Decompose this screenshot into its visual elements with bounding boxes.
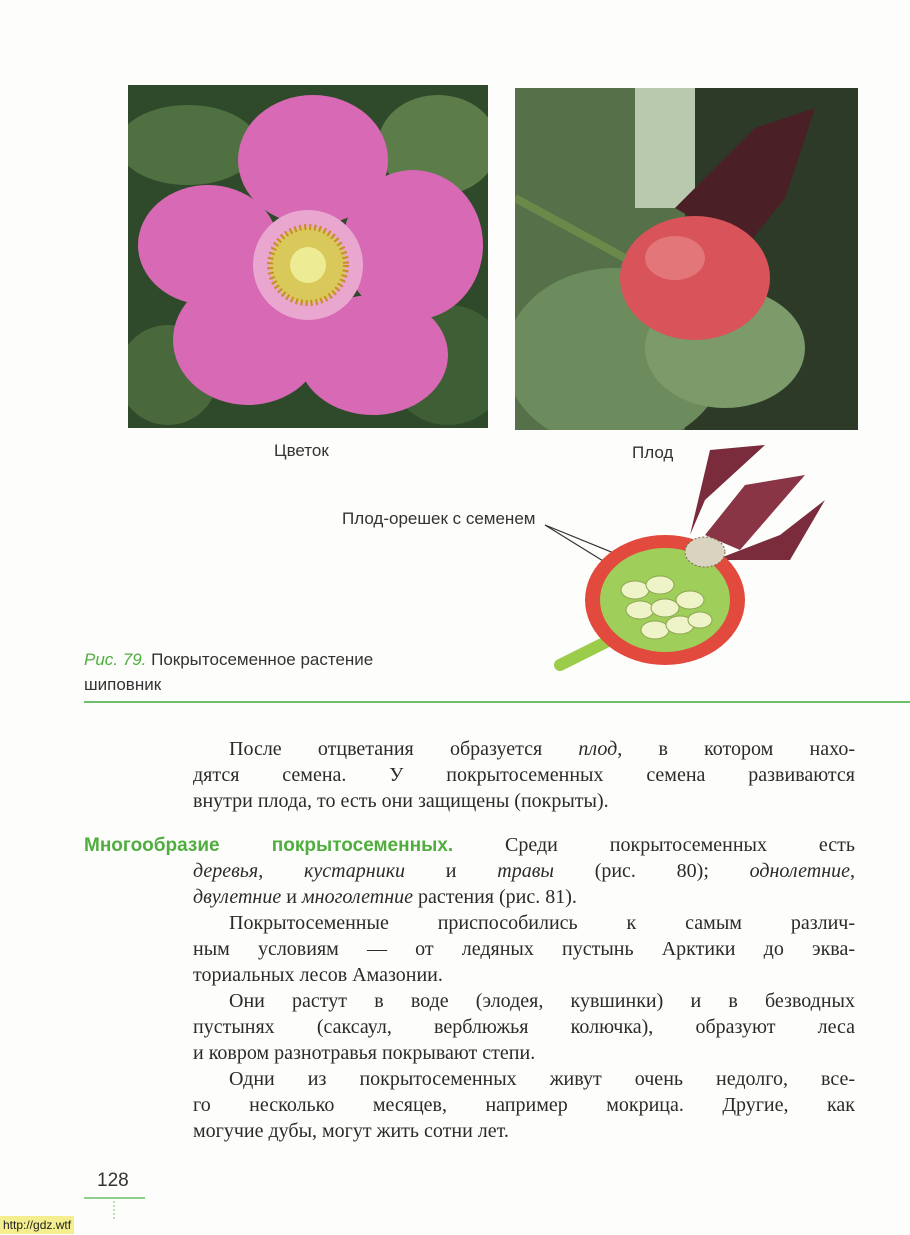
text-line: [193, 1014, 855, 1040]
paragraph: [84, 832, 856, 910]
figure-caption: [84, 650, 373, 670]
paragraph: [193, 1066, 855, 1144]
diagram-label: Плод-орешек с семенем: [342, 509, 536, 528]
text-segment: могучие дубы, могут жить сотни лет.: [193, 1120, 509, 1142]
text-line: [193, 1066, 855, 1092]
text-line: [84, 832, 855, 858]
text-segment: (рис. 80);: [553, 860, 750, 882]
fruit-caption: Плод: [632, 443, 674, 462]
figure-number: Рис. 79.: [84, 650, 147, 669]
text-segment: Среди покрытосеменных есть: [453, 834, 855, 856]
text-segment: Покрытосеменные приспособились к самым различ-: [229, 912, 855, 934]
text-segment: Одни из покрытосеменных живут очень недолго, все-: [229, 1068, 855, 1090]
paragraph: [193, 988, 855, 1066]
text-line: [193, 1040, 855, 1066]
text-segment: ториальных лесов Амазонии.: [193, 964, 443, 986]
italic-term: многолетние: [301, 886, 413, 908]
watermark-link[interactable]: http://gdz.wtf: [0, 1216, 74, 1234]
italic-term: травы: [497, 860, 554, 882]
fruit-photo: [515, 88, 858, 430]
paragraph: [193, 736, 855, 814]
text-line: [193, 910, 855, 936]
text-segment: ,: [258, 860, 304, 882]
paragraph: [193, 910, 855, 988]
text-segment: пустынях (саксаул, верблюжья колючка), образуют леса: [193, 1016, 855, 1038]
italic-term: двулетние: [193, 886, 282, 908]
flower-caption: Цветок: [274, 441, 329, 460]
text-segment: ,: [850, 860, 856, 882]
page-number-underline: [84, 1197, 145, 1199]
text-segment: дятся семена. У покрытосеменных семена развиваются: [193, 764, 855, 786]
text-segment: и ковром разнотравья покрывают степи.: [193, 1042, 536, 1064]
figure-caption-line2: шиповник: [84, 675, 162, 694]
page-number-dots: [113, 1201, 115, 1219]
text-line: [193, 962, 855, 988]
text-segment: го несколько месяцев, например мокрица. Другие, как: [193, 1094, 855, 1116]
text-segment: внутри плода, то есть они защищены (покрыты).: [193, 790, 609, 812]
page-number: 128: [97, 1170, 129, 1191]
italic-term: плод: [578, 738, 618, 760]
body-text: [84, 736, 856, 1144]
text-segment: После отцветания образуется: [229, 738, 579, 760]
text-segment: и: [405, 860, 498, 882]
text-line: [193, 988, 855, 1014]
text-line: [193, 788, 855, 814]
text-segment: ным условиям — от ледяных пустынь Арктики до эква-: [193, 938, 855, 960]
text-segment: , в котором нахо-: [617, 738, 855, 760]
text-line: [193, 884, 855, 910]
section-divider: [84, 701, 910, 703]
text-line: [193, 736, 855, 762]
text-segment: и: [281, 886, 302, 908]
italic-term: кустарники: [303, 860, 406, 882]
section-heading: Многообразие покрытосеменных.: [84, 835, 454, 856]
text-line: [193, 1118, 855, 1144]
text-line: [193, 858, 855, 884]
text-line: [193, 1092, 855, 1118]
figure-caption-text: Покрытосеменное растение: [151, 650, 374, 669]
text-line: [193, 762, 855, 788]
italic-term: деревья: [193, 860, 259, 882]
text-line: [193, 936, 855, 962]
flower-photo: [128, 85, 488, 428]
text-segment: растения (рис. 81).: [413, 886, 577, 908]
text-segment: Они растут в воде (элодея, кувшинки) и в безводных: [229, 990, 855, 1012]
fruit-section-diagram: [540, 440, 840, 680]
italic-term: однолетние: [749, 860, 851, 882]
